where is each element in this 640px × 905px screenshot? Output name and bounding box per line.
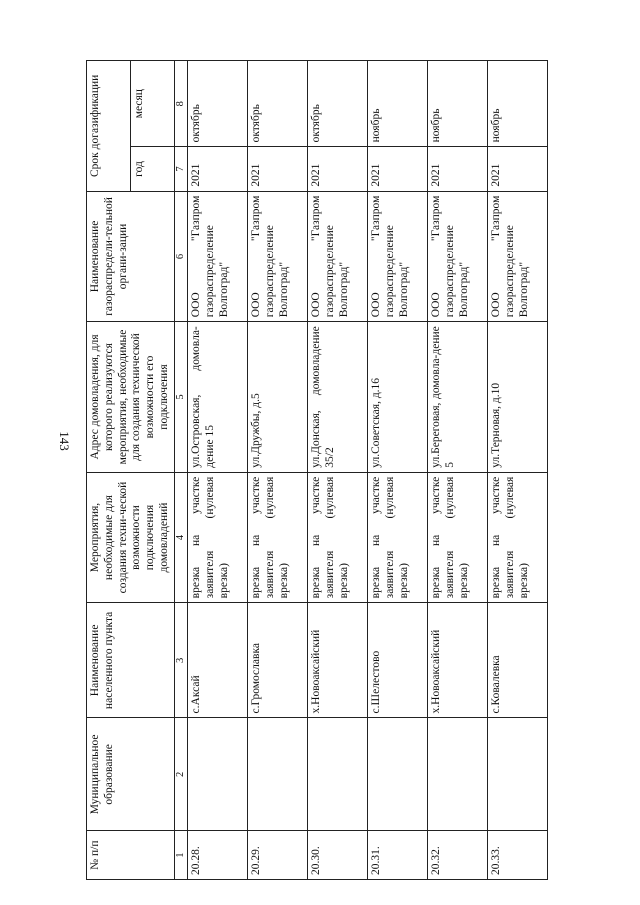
table-row (188, 61, 248, 880)
cell-municipality (488, 718, 548, 831)
cell-measures: врезка на участке заявителя (нулевая врезка) (428, 472, 488, 603)
cell-settlement: х.Новоаксайский (308, 603, 368, 718)
cell-settlement: с.Аксай (188, 603, 248, 718)
table-row (428, 61, 488, 880)
cell-num: 20.32. (428, 831, 488, 880)
cell-municipality (248, 718, 308, 831)
gasification-table (86, 60, 548, 880)
cell-num: 20.33. (488, 831, 548, 880)
column-number: 8 (174, 61, 188, 147)
column-number: 6 (174, 191, 188, 322)
cell-num: 20.30. (308, 831, 368, 880)
cell-settlement: х.Новоаксайский (428, 603, 488, 718)
gasification-table-sheet (86, 60, 566, 880)
cell-settlement: с.Шелестово (368, 603, 428, 718)
header-month: месяц (130, 61, 174, 147)
cell-num: 20.29. (248, 831, 308, 880)
cell-settlement: с.Ковалевка (488, 603, 548, 718)
column-number: 1 (174, 831, 188, 880)
cell-organization: ООО "Газпром газораспределение Волгоград" (368, 191, 428, 322)
header-address: Адрес домовладения, для которого реализуются мероприятия, необходимые для создания технической возможности его подключения (87, 322, 175, 473)
column-number: 3 (174, 603, 188, 718)
table-body (188, 61, 548, 880)
cell-organization: ООО "Газпром газораспределение Волгоград" (428, 191, 488, 322)
table-row (248, 61, 308, 880)
cell-measures: врезка на участке заявителя (нулевая врезка) (308, 472, 368, 603)
header-organization: Наименование газораспредели-тельной органи-зации (87, 191, 175, 322)
cell-settlement: с.Громославка (248, 603, 308, 718)
cell-year: 2021 (488, 147, 548, 191)
cell-measures: врезка на участке заявителя (нулевая врезка) (368, 472, 428, 603)
cell-month: ноябрь (428, 61, 488, 147)
cell-organization: ООО "Газпром газораспределение Волгоград" (488, 191, 548, 322)
cell-year: 2021 (368, 147, 428, 191)
header-measures: Мероприятия, необходимые для создания техни-ческой возможности подключения домовладений (87, 472, 175, 603)
cell-municipality (368, 718, 428, 831)
header-row (87, 61, 131, 880)
column-number: 5 (174, 322, 188, 473)
cell-municipality (188, 718, 248, 831)
cell-year: 2021 (308, 147, 368, 191)
cell-measures: врезка на участке заявителя (нулевая врезка) (188, 472, 248, 603)
cell-month: ноябрь (488, 61, 548, 147)
column-number: 7 (174, 147, 188, 191)
table-row (488, 61, 548, 880)
header-num: № п/п (87, 831, 175, 880)
table-row (308, 61, 368, 880)
cell-num: 20.28. (188, 831, 248, 880)
cell-month: октябрь (188, 61, 248, 147)
page-number: 143 (57, 431, 72, 451)
cell-address: ул.Островская, домовла-дение 15 (188, 322, 248, 473)
cell-year: 2021 (248, 147, 308, 191)
header-deadline: Срок догазификации (87, 61, 131, 192)
column-number: 4 (174, 472, 188, 603)
cell-year: 2021 (428, 147, 488, 191)
cell-address: ул.Дружбы, д.5 (248, 322, 308, 473)
cell-organization: ООО "Газпром газораспределение Волгоград" (308, 191, 368, 322)
column-number-row (174, 61, 188, 880)
cell-month: октябрь (308, 61, 368, 147)
cell-municipality (308, 718, 368, 831)
cell-month: октябрь (248, 61, 308, 147)
cell-measures: врезка на участке заявителя (нулевая врезка) (248, 472, 308, 603)
cell-address: ул.Советская, д.16 (368, 322, 428, 473)
cell-address: ул.Донская, домовладение 35/2 (308, 322, 368, 473)
column-number: 2 (174, 718, 188, 831)
cell-organization: ООО "Газпром газораспределение Волгоград" (188, 191, 248, 322)
header-year: год (130, 147, 174, 191)
cell-year: 2021 (188, 147, 248, 191)
cell-address: ул.Береговая, домовла-дение 5 (428, 322, 488, 473)
cell-organization: ООО "Газпром газораспределение Волгоград" (248, 191, 308, 322)
cell-num: 20.31. (368, 831, 428, 880)
cell-month: ноябрь (368, 61, 428, 147)
header-municipality: Муниципальное образование (87, 718, 175, 831)
header-settlement: Наименование населенного пункта (87, 603, 175, 718)
table-row (368, 61, 428, 880)
cell-municipality (428, 718, 488, 831)
cell-measures: врезка на участке заявителя (нулевая врезка) (488, 472, 548, 603)
cell-address: ул.Терновая, д.10 (488, 322, 548, 473)
